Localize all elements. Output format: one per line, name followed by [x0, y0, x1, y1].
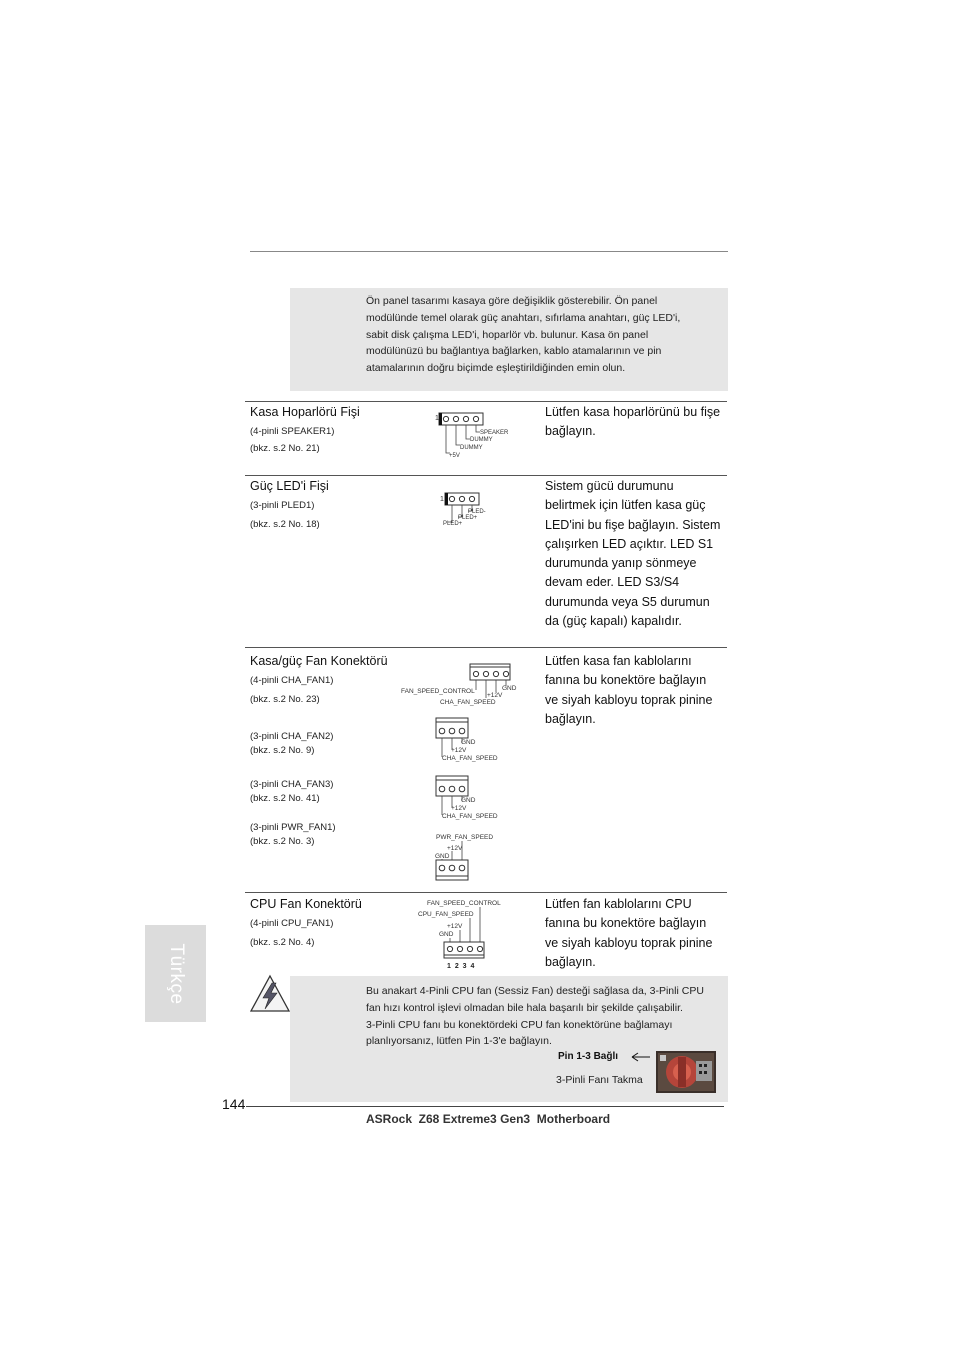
pin1-label: 1 [440, 496, 444, 503]
pwrfan-pin-count: (3-pinli PWR_FAN1) [250, 822, 336, 833]
fan-label: GND [439, 931, 454, 938]
chafan1-connector-diagram [398, 660, 526, 710]
speaker-connector-diagram [430, 408, 520, 464]
language-tab [145, 925, 206, 1022]
fan-label: CHA_FAN_SPEED [442, 813, 498, 820]
footer-rule [246, 1106, 724, 1107]
cpufan-description: Lütfen fan kablolarını CPU fanına bu konektöre bağlayın ve siyah kabloyu toprak pinine bağlayın. [545, 897, 713, 969]
warning-icon [249, 974, 291, 1014]
speaker-pin-count: (4-pinli SPEAKER1) [250, 426, 335, 437]
speaker-ref: (bkz. s.2 No. 21) [250, 443, 320, 454]
chafan3-connector-diagram [432, 774, 512, 824]
pin1-label: 1 [435, 415, 439, 422]
chafan-description: Lütfen kasa fan kablolarını fanına bu konektöre bağlayın ve siyah kabloyu toprak pinine bağlayın. [545, 654, 713, 726]
section-divider [245, 401, 727, 402]
led-connector-diagram [436, 488, 496, 530]
speaker-title: Kasa Hoparlörü Fişi [250, 405, 360, 419]
fan-label: GND [502, 685, 517, 692]
fan-label: CHA_FAN_SPEED [442, 755, 498, 762]
led-description: Sistem gücü durumunu belirtmek için lütfen kasa güç LED'ini bu fişe bağlayın. Sistem çalışırken LED açıktır. LED S1 durumunda yanıp sönmeye devam eder. LED S3/S4 durumunda veya S5 durumun da (güç kapalı) kapalıdır. [545, 479, 721, 629]
fan-label: GND [461, 797, 476, 804]
section-divider [245, 892, 727, 893]
pin-label: PLED+ [458, 515, 478, 521]
fan-install-photo [656, 1051, 716, 1093]
pwrfan-connector-diagram [432, 830, 512, 882]
pin-label: PLED+ [443, 521, 463, 527]
chafan3-pin-count: (3-pinli CHA_FAN3) [250, 779, 334, 790]
pin-label: +5V [449, 453, 460, 459]
led-title: Güç LED'i Fişi [250, 479, 329, 493]
chafan2-ref: (bkz. s.2 No. 9) [250, 745, 315, 756]
fan-label: FAN_SPEED_CONTROL [427, 900, 501, 907]
cpufan-ref: (bkz. s.2 No. 4) [250, 937, 315, 948]
fan-install-label: 3-Pinli Fanı Takma [556, 1074, 643, 1086]
fan-label: CHA_FAN_SPEED [440, 699, 496, 706]
cpufan-title: CPU Fan Konektörü [250, 897, 362, 911]
pin-label: SPEAKER [480, 430, 509, 436]
chafan2-pin-count: (3-pinli CHA_FAN2) [250, 731, 334, 742]
pwrfan-ref: (bkz. s.2 No. 3) [250, 836, 315, 847]
pin-numbers: 1 2 3 4 [447, 963, 475, 970]
page-number: 144 [222, 1096, 246, 1112]
fan-label: +12V [447, 923, 463, 930]
pin13-label: Pin 1-3 Bağlı [558, 1051, 619, 1062]
chafan2-connector-diagram [432, 716, 512, 766]
speaker-description: Lütfen kasa hoparlörünü bu fişe bağlayın. [545, 405, 721, 439]
fan-label: +12V [447, 845, 463, 852]
fan-label: FAN_SPEED_CONTROL [401, 688, 475, 695]
cpu-fan-note: Bu anakart 4-Pinli CPU fan (Sessiz Fan) desteği sağlasa da, 3-Pinli CPU fan hızı kontrol işlevi olmadan bile hala başarılı bir şekilde çalışabilir. 3-Pinli CPU fanı bu konektördeki CPU fan konektörüne bağlamayı planlıyorsanız, lütfen Pin 1-3'e bağlayın. [366, 985, 704, 1048]
fan-label: +12V [451, 747, 467, 754]
led-ref: (bkz. s.2 No. 18) [250, 519, 320, 530]
chafan1-pin-count: (4-pinli CHA_FAN1) [250, 675, 334, 686]
fan-label: +12V [487, 692, 503, 699]
cpufan-pin-count: (4-pinli CPU_FAN1) [250, 918, 334, 929]
section-divider [245, 475, 727, 476]
cpufan-connector-diagram [414, 896, 514, 970]
language-tab-label: Türkçe [165, 942, 187, 1005]
fan-label: CPU_FAN_SPEED [418, 911, 474, 918]
chafan3-ref: (bkz. s.2 No. 41) [250, 793, 320, 804]
pin-label: PLED- [468, 509, 486, 515]
section-divider [245, 647, 727, 648]
top-rule [250, 251, 728, 252]
pin-label: DUMMY [470, 437, 493, 443]
fan-label: GND [461, 739, 476, 746]
arrow-left-icon [630, 1051, 652, 1063]
fan-label: +12V [451, 805, 467, 812]
pin-label: DUMMY [460, 445, 483, 451]
led-pin-count: (3-pinli PLED1) [250, 500, 315, 511]
fan-label: GND [435, 853, 450, 860]
chafan1-ref: (bkz. s.2 No. 23) [250, 694, 320, 705]
front-panel-note: Ön panel tasarımı kasaya göre değişiklik gösterebilir. Ön panel modülünde temel olarak güç anahtarı, sıfırlama anahtarı, güç LED'i, sabit disk çalışma LED'i, hoparlör vb. bulunur. Kasa ön panel modülünüzü bu bağlantıya bağlarken, kablo atamalarının ve pin atamalarının doğru biçimde eşleştirildiğinden emin olun. [366, 295, 681, 375]
fan-label: PWR_FAN_SPEED [436, 834, 494, 841]
chafan-title: Kasa/güç Fan Konektörü [250, 654, 388, 668]
footer-title: ASRock Z68 Extreme3 Gen3 Motherboard [366, 1112, 611, 1126]
